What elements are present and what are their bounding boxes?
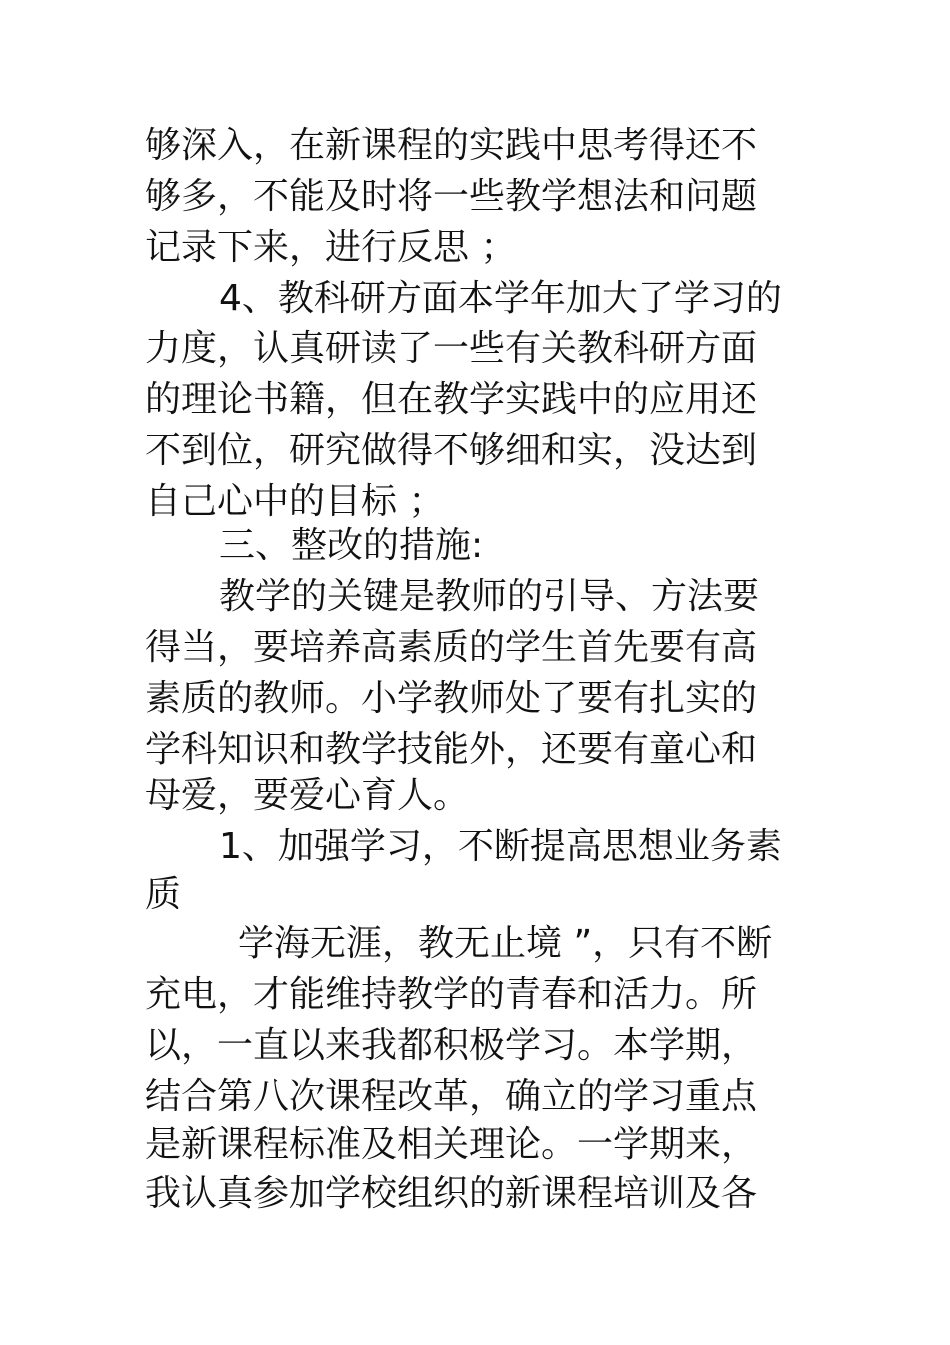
paragraph-line: 学科知识和教学技能外，还要有童心和 <box>145 729 758 770</box>
paragraph-line: 母爱，要爱心育人。 <box>145 775 470 816</box>
paragraph-line: 是新课程标准及相关理论。一学期来， <box>145 1124 758 1165</box>
paragraph-line: 充电，才能维持教学的青春和活力。所 <box>145 974 758 1015</box>
paragraph-line: 4、教科研方面本学年加大了学习的 <box>219 278 782 319</box>
paragraph-line: 自己心中的目标 ； <box>145 481 445 522</box>
paragraph-line: 学海无涯，教无止境 ”，只有不断 <box>238 923 773 964</box>
paragraph-line: 的理论书籍，但在教学实践中的应用还 <box>145 379 758 420</box>
paragraph-line: 结合第八次课程改革，确立的学习重点 <box>145 1076 758 1117</box>
paragraph-line: 够多，不能及时将一些教学想法和问题 <box>145 176 758 217</box>
paragraph-line: 力度，认真研读了一些有关教科研方面 <box>145 328 758 369</box>
subsection-heading-cont: 质 <box>145 874 182 915</box>
paragraph-line: 教学的关键是教师的引导、方法要 <box>219 576 760 617</box>
paragraph-line: 我认真参加学校组织的新课程培训及各 <box>145 1173 758 1214</box>
section-heading: 三、整改的措施: <box>219 525 484 566</box>
paragraph-line: 素质的教师。小学教师处了要有扎实的 <box>145 678 758 719</box>
paragraph-line: 以，一直以来我都积极学习。本学期， <box>145 1025 758 1066</box>
paragraph-line: 不到位，研究做得不够细和实，没达到 <box>145 430 758 471</box>
paragraph-line: 记录下来，进行反思 ； <box>145 227 517 268</box>
paragraph-line: 够深入，在新课程的实践中思考得还不 <box>145 125 758 166</box>
paragraph-line: 得当，要培养高素质的学生首先要有高 <box>145 627 758 668</box>
subsection-heading: 1、加强学习，不断提高思想业务素 <box>219 826 782 867</box>
